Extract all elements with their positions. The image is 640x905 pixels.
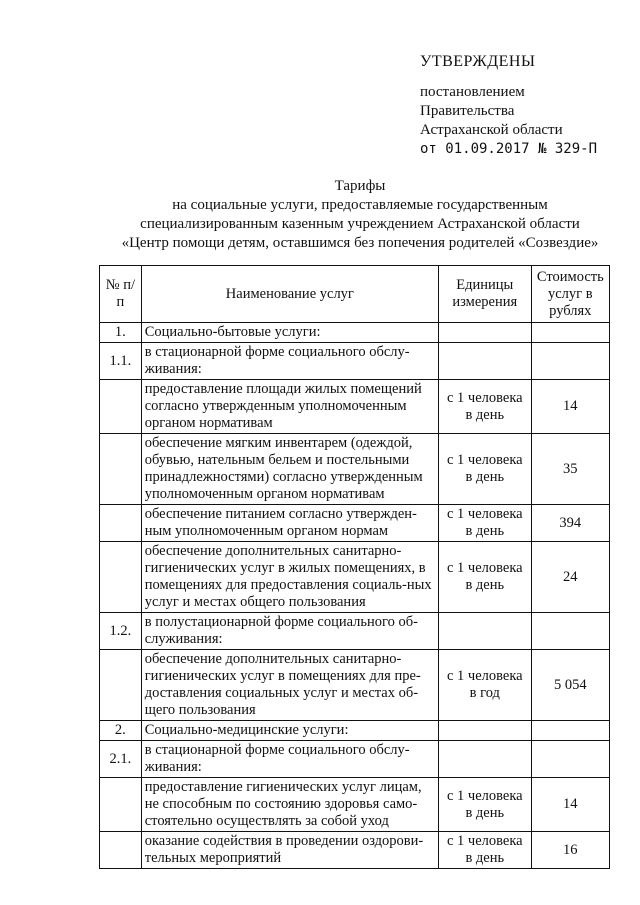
table-row (100, 434, 610, 505)
row-name: Социально-медицинские услуги: (141, 721, 438, 741)
row-num: 1. (100, 323, 142, 343)
row-unit (438, 721, 531, 741)
row-num (100, 832, 142, 869)
row-num (100, 434, 142, 505)
row-name: обеспечение питанием согласно утвержден-ным уполномоченным органом нормам (141, 505, 438, 542)
title-line-3: специализированным казенным учреждением Астраханской области (140, 216, 580, 232)
row-name: предоставление гигиенических услуг лицам, не способным по состоянию здоровья само-стоятельно осуществлять за собой уход (141, 778, 438, 832)
row-name: Социально-бытовые услуги: (141, 323, 438, 343)
row-cost (531, 721, 609, 741)
table-row (100, 505, 610, 542)
row-unit: с 1 человека в день (438, 778, 531, 832)
row-unit: с 1 человека в день (438, 542, 531, 613)
row-num: 1.1. (100, 343, 142, 380)
approval-heading: УТВЕРЖДЕНЫ (420, 53, 536, 70)
row-num (100, 542, 142, 613)
approval-line-2: Правительства (420, 103, 515, 119)
row-num (100, 650, 142, 721)
row-cost: 394 (531, 505, 609, 542)
row-cost: 24 (531, 542, 609, 613)
table-row (100, 380, 610, 434)
row-cost (531, 613, 609, 650)
row-num (100, 778, 142, 832)
header-name: Наименование услуг (141, 266, 438, 323)
header-cost: Стоимость услуг в рублях (531, 266, 609, 323)
row-name: оказание содействия в проведении оздорови-тельных мероприятий (141, 832, 438, 869)
row-cost (531, 343, 609, 380)
approval-block (420, 52, 597, 159)
row-name: обеспечение дополнительных санитарно-гигиенических услуг в жилых помещениях, в помещениях для предоставления социаль-ных услуг и местах общего пользования (141, 542, 438, 613)
row-num (100, 380, 142, 434)
row-cost (531, 323, 609, 343)
table-row (100, 832, 610, 869)
document-title (90, 177, 630, 253)
row-num: 2.1. (100, 741, 142, 778)
header-unit: Единицы измерения (438, 266, 531, 323)
row-cost (531, 741, 609, 778)
approval-line-1: постановлением (420, 84, 525, 100)
table-header-row (100, 266, 610, 323)
row-unit: с 1 человека в день (438, 505, 531, 542)
row-cost: 5 054 (531, 650, 609, 721)
row-unit (438, 343, 531, 380)
row-unit: с 1 человека в год (438, 650, 531, 721)
row-name: предоставление площади жилых помещений согласно утвержденным уполномоченным органом нормативам (141, 380, 438, 434)
row-name: обеспечение мягким инвентарем (одеждой, обувью, нательным бельем и постельными принадлежностями) согласно утвержденным уполномоченным органом нормативам (141, 434, 438, 505)
row-name: в полустационарной форме социального об-служивания: (141, 613, 438, 650)
row-cost: 14 (531, 778, 609, 832)
tariffs-table (99, 265, 610, 869)
row-name: в стационарной форме социального обслу-живания: (141, 343, 438, 380)
row-name: в стационарной форме социального обслу-живания: (141, 741, 438, 778)
title-line-2: на социальные услуги, предоставляемые государственным (172, 197, 548, 213)
row-unit (438, 613, 531, 650)
title-line-4: «Центр помощи детям, оставшимся без попечения родителей «Созвездие» (121, 235, 599, 251)
table-row (100, 650, 610, 721)
approval-date-line: от 01.09.2017 № 329-П (420, 141, 598, 157)
row-unit (438, 741, 531, 778)
table-row (100, 778, 610, 832)
table-row (100, 343, 610, 380)
row-unit: с 1 человека в день (438, 380, 531, 434)
approval-line-3: Астраханской области (420, 122, 563, 138)
header-num: № п/п (100, 266, 142, 323)
table-row (100, 542, 610, 613)
row-num: 2. (100, 721, 142, 741)
title-line-1: Тарифы (334, 178, 386, 194)
row-unit: с 1 человека в день (438, 832, 531, 869)
row-unit: с 1 человека в день (438, 434, 531, 505)
table-body (100, 323, 610, 869)
table-row (100, 613, 610, 650)
row-unit (438, 323, 531, 343)
row-cost: 35 (531, 434, 609, 505)
table-row (100, 323, 610, 343)
row-name: обеспечение дополнительных санитарно-гигиенических услуг в помещениях для пре-доставления социальных услуг и местах об-щего пользования (141, 650, 438, 721)
row-num (100, 505, 142, 542)
table-row (100, 741, 610, 778)
table-row (100, 721, 610, 741)
row-cost: 14 (531, 380, 609, 434)
row-num: 1.2. (100, 613, 142, 650)
row-cost: 16 (531, 832, 609, 869)
